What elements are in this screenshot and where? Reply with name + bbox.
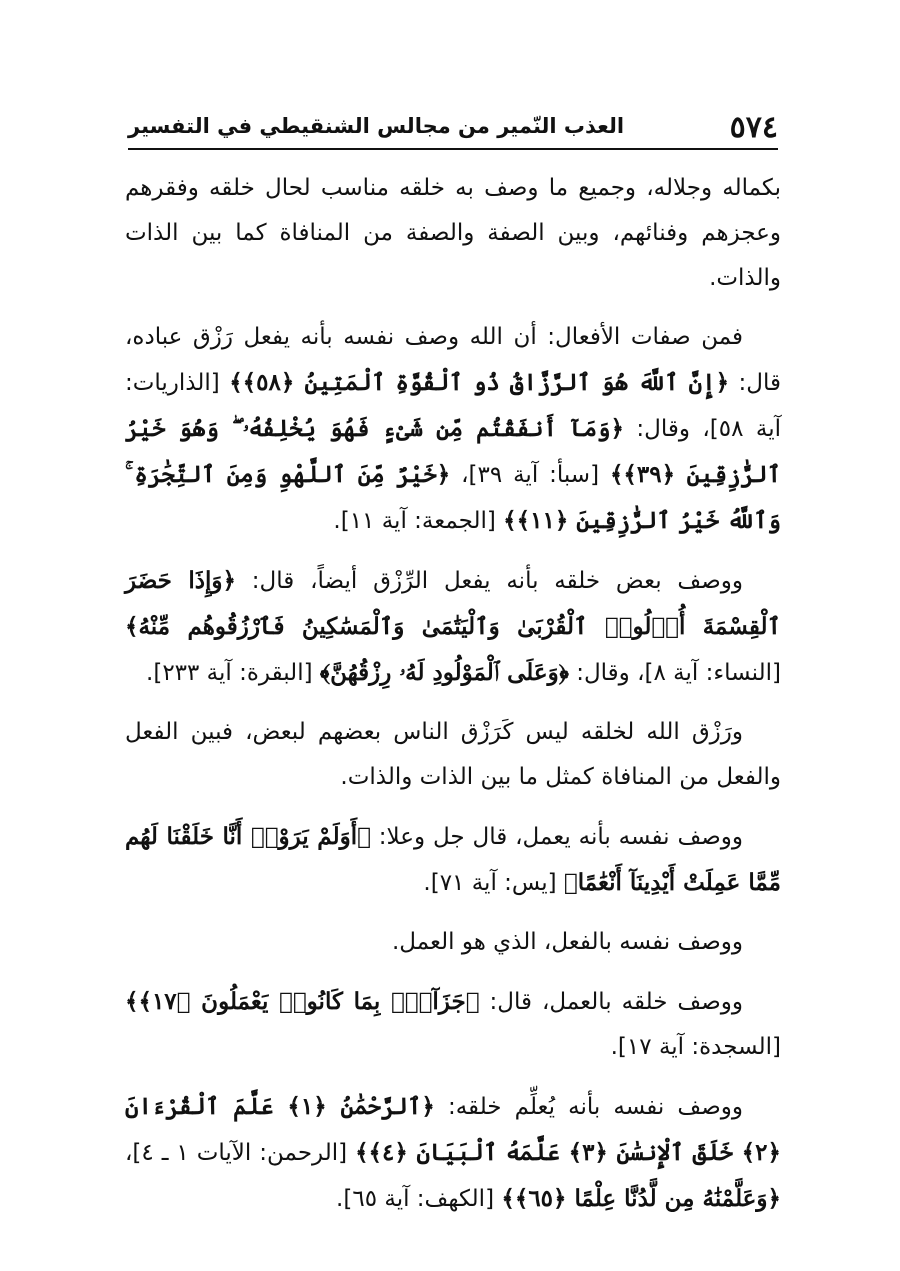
verse-reference: [سبأ: آية ٣٩]، bbox=[450, 462, 610, 488]
paragraph-text: ورَزْق الله لخلقه ليس كَرَزْق الناس بعضهم لبعض، فبين الفعل والفعل من المنافاة كمثل ما بين الذات والذات. bbox=[125, 719, 781, 790]
paragraph-text: ووصف بعض خلقه بأنه يفعل الرِّزْق أيضاً، قال: bbox=[235, 568, 743, 594]
verse-reference: [الذاريات: آية ٥٨]، وقال: bbox=[125, 370, 781, 442]
quran-verse: ﴿أَوَلَمْ يَرَوْا۟ أَنَّا خَلَقْنَا لَهُم مِّمَّا عَمِلَتْ أَيْدِينَآ أَنْعَٰمًا﴾ bbox=[125, 823, 781, 896]
verse-reference: [السجدة: آية ١٧]. bbox=[610, 1034, 781, 1060]
paragraph-1 bbox=[125, 166, 781, 301]
paragraph-8 bbox=[125, 1084, 781, 1222]
quran-verse: ﴿وَعَلَّمْنَٰهُ مِن لَّدُنَّا عِلْمًا ﴿٦٥﴾﴾ bbox=[501, 1185, 781, 1212]
running-title: العذب النّمير من مجالس الشنقيطي في التفسير bbox=[128, 114, 625, 138]
quran-verse: ﴿جَزَآءًۢ بِمَا كَانُوا۟ يَعْمَلُونَ ﴿١٧﴾﴾ bbox=[125, 988, 480, 1015]
paragraph-6 bbox=[125, 920, 781, 965]
verse-reference: [الرحمن: الآيات ١ ـ ٤]، bbox=[125, 1140, 356, 1166]
page-header bbox=[128, 100, 778, 148]
quran-verse: ﴿خَيْرٌ مِّنَ ٱللَّهْوِ وَمِنَ ٱلتِّجَٰرَةِ ۚ وَٱللَّهُ خَيْرُ ٱلرَّٰزِقِينَ ﴿١١﴾﴾ bbox=[125, 461, 781, 534]
paragraph-7 bbox=[125, 979, 781, 1070]
verse-reference: [يس: آية ٧١]. bbox=[423, 870, 564, 896]
verse-reference: [الكهف: آية ٦٥]. bbox=[336, 1186, 502, 1212]
header-divider bbox=[128, 148, 778, 150]
quran-verse: ﴿وَمَآ أَنفَقْتُم مِّن شَىْءٍ فَهُوَ يُخْلِفُهُۥ ۖ وَهُوَ خَيْرُ ٱلرَّٰزِقِينَ ﴿٣٩﴾﴾ bbox=[125, 415, 782, 488]
paragraph-4 bbox=[125, 710, 781, 800]
paragraph-text: ووصف نفسه بأنه يعمل، قال جل وعلا: bbox=[370, 824, 744, 850]
paragraph-text: ووصف خلقه بالعمل، قال: bbox=[479, 989, 743, 1015]
paragraph-3 bbox=[125, 558, 781, 696]
quran-verse: ﴿إِنَّ ٱللَّهَ هُوَ ٱلرَّزَّاقُ ذُو ٱلْقُوَّةِ ٱلْمَتِينُ ﴿٥٨﴾﴾ bbox=[229, 369, 730, 396]
page-number: ٥٧٤ bbox=[729, 110, 778, 145]
verse-reference: [البقرة: آية ٢٣٣]. bbox=[146, 660, 320, 686]
paragraph-text: بكماله وجلاله، وجميع ما وصف به خلقه مناسب لحال خلقه وفقرهم وعجزهم وفنائهم، وبين الصفة والصفة من المنافاة كما بين الذات والذات. bbox=[125, 175, 781, 291]
paragraph-text: ووصف نفسه بأنه يُعلِّم خلقه: bbox=[434, 1094, 743, 1120]
paragraph-text: ووصف نفسه بالفعل، الذي هو العمل. bbox=[392, 929, 743, 955]
paragraph-text: فمن صفات الأفعال: أن الله وصف نفسه بأنه يفعل رَزْق عباده، قال: bbox=[125, 324, 781, 396]
quran-verse: ﴿وَعَلَى ٱلْمَوْلُودِ لَهُۥ رِزْقُهُنَّ﴾ bbox=[319, 659, 569, 686]
quran-verse: ﴿وَإِذَا حَضَرَ ٱلْقِسْمَةَ أُو۟لُوا۟ ٱلْقُرْبَىٰ وَٱلْيَتَٰمَىٰ وَٱلْمَسَٰكِينُ فَٱرْزُقُوهُم مِّنْهُ﴾ bbox=[125, 567, 781, 640]
page-body bbox=[125, 166, 781, 1222]
verse-reference: [النساء: آية ٨]، وقال: bbox=[568, 660, 781, 686]
paragraph-5 bbox=[125, 814, 781, 906]
quran-verse: ﴿ٱلرَّحْمَٰنُ ﴿١﴾ عَلَّمَ ٱلْقُرْءَانَ ﴿٢﴾ خَلَقَ ٱلْإِنسَٰنَ ﴿٣﴾ عَلَّمَهُ ٱلْبَيَانَ ﴿٤﴾﴾ bbox=[125, 1093, 781, 1166]
verse-reference: [الجمعة: آية ١١]. bbox=[333, 508, 504, 534]
paragraph-2 bbox=[125, 315, 781, 544]
